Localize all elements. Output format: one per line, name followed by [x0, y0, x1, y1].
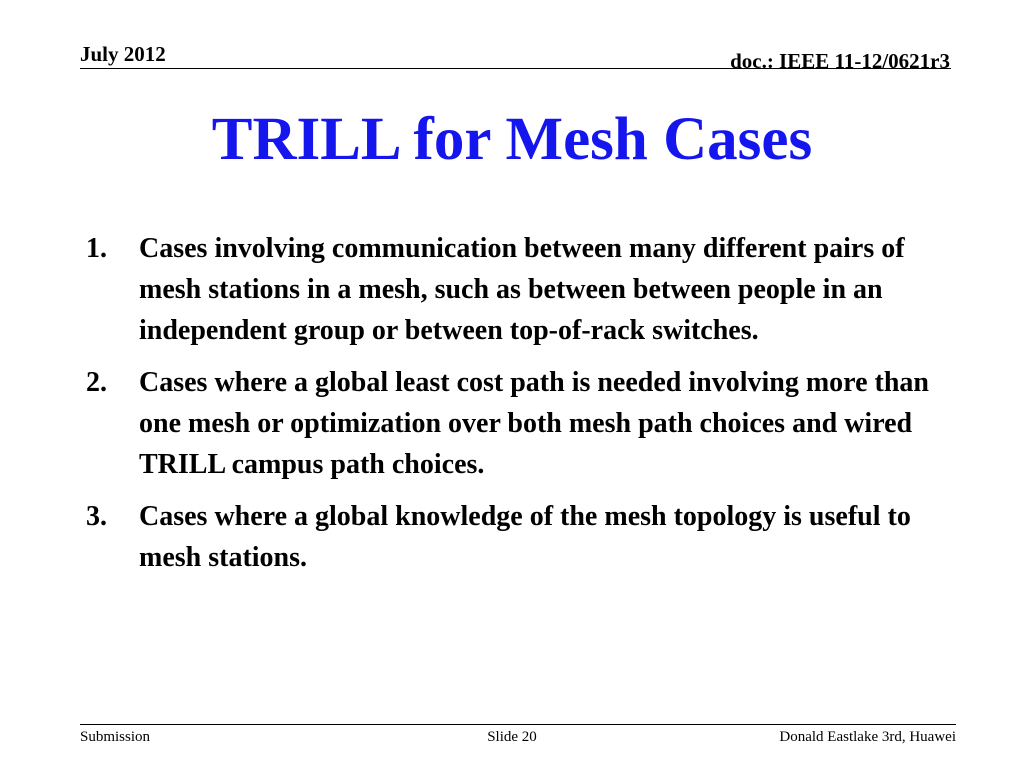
- footer-author: Donald Eastlake 3rd, Huawei: [779, 729, 956, 745]
- list-item-number: 2.: [86, 367, 107, 398]
- list-item: [86, 362, 946, 485]
- numbered-list: [86, 228, 946, 589]
- list-item-text: Cases involving communication between many different pairs of mesh stations in a mesh, such as between between people in an independent group or between top-of-rack switches.: [139, 233, 905, 346]
- header-doc-id: doc.: IEEE 11-12/0621r3: [730, 49, 950, 73]
- header-date: July 2012: [80, 42, 166, 66]
- list-item-number: 1.: [86, 233, 107, 264]
- footer-divider: [80, 724, 956, 725]
- slide-title: TRILL for Mesh Cases: [211, 106, 813, 173]
- list-item: [86, 228, 946, 351]
- header-divider: [80, 68, 951, 69]
- footer-slide-number: Slide 20: [487, 729, 537, 745]
- list-item-text: Cases where a global least cost path is needed involving more than one mesh or optimization over both mesh path choices and wired TRILL campus path choices.: [139, 367, 929, 480]
- footer-submission: Submission: [80, 729, 151, 745]
- list-item-number: 3.: [86, 501, 107, 532]
- list-item: [86, 496, 946, 578]
- list-item-text: Cases where a global knowledge of the mesh topology is useful to mesh stations.: [139, 501, 911, 573]
